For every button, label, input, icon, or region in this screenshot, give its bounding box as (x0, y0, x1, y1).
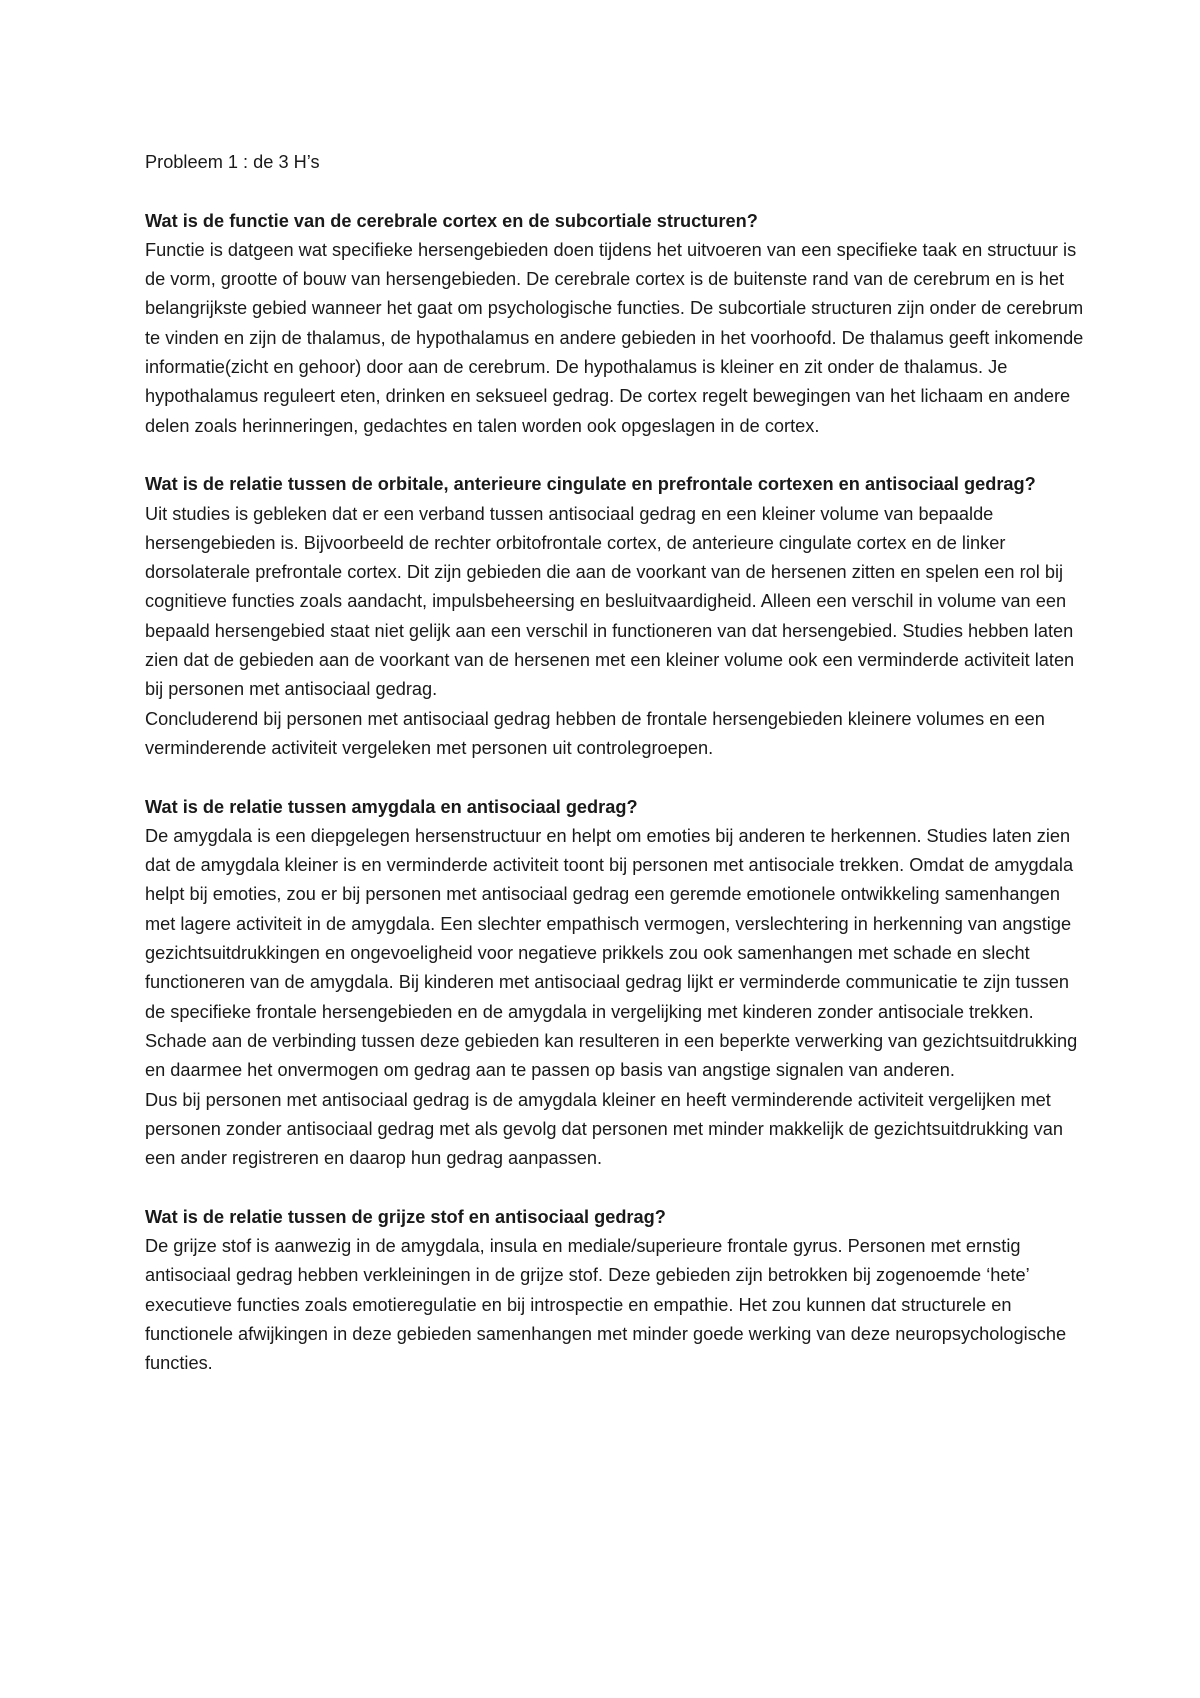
section-question: Wat is de relatie tussen de grijze stof en antisociaal gedrag? (145, 1206, 666, 1227)
section-paragraph: De grijze stof is aanwezig in de amygdala, insula en mediale/superieure frontale gyrus. Personen met ernstig antisociaal gedrag hebben verkleiningen in de grijze stof. Deze gebieden zijn betrokken bij zogenoemde ‘hete’ executieve functies zoals emotieregulatie en bij introspectie en empathie. Het zou kunnen dat structurele en functionele afwijkingen in deze gebieden samenhangen met minder goede werking van deze neuropsychologische functies. (145, 1235, 1067, 1374)
section-paragraph: De amygdala is een diepgelegen hersenstructuur en helpt om emoties bij anderen te herkennen. Studies laten zien dat de amygdala kleiner is en verminderde activiteit toont bij personen met antisociale trekken. Omdat de amygdala helpt bij emoties, zou er bij personen met antisociaal gedrag een geremde emotionele ontwikkeling samenhangen met lagere activiteit in de amygdala. Een slechter empathisch vermogen, verslechtering in herkenning van angstige gezichtsuitdrukkingen en ongevoeligheid voor negatieve prikkels zou ook samenhangen met schade en slecht functioneren van de amygdala. Bij kinderen met antisociaal gedrag lijkt er verminderde communicatie te zijn tussen de specifieke frontale hersengebieden en de amygdala in vergelijking met kinderen zonder antisociale trekken. Schade aan de verbinding tussen deze gebieden kan resulteren in een beperkte verwerking van gezichtsuitdrukking en daarmee het onvermogen om gedrag aan te passen op basis van angstige signalen van anderen. (145, 825, 1078, 1081)
section-paragraph: Uit studies is gebleken dat er een verband tussen antisociaal gedrag en een kleiner volume van bepaalde hersengebieden is. Bijvoorbeeld de rechter orbitofrontale cortex, de anterieure cingulate cortex en de linker dorsolaterale prefrontale cortex. Dit zijn gebieden die aan de voorkant van de hersenen zitten en spelen een rol bij cognitieve functies zoals aandacht, impulsbeheersing en besluitvaardigheid. Alleen een verschil in volume van een bepaald hersengebied staat niet gelijk aan een verschil in functioneren van dat hersengebied. Studies hebben laten zien dat de gebieden aan de voorkant van de hersenen met een kleiner volume ook een verminderde activiteit laten bij personen met antisociaal gedrag. (145, 503, 1075, 700)
document-title: Probleem 1 : de 3 H’s (145, 152, 320, 172)
section-question: Wat is de relatie tussen de orbitale, anterieure cingulate en prefrontale cortexen en antisociaal gedrag? (145, 474, 1036, 495)
section-grey-matter (145, 1203, 1085, 1379)
section-cortex-function (145, 207, 1085, 441)
section-paragraph: Dus bij personen met antisociaal gedrag is de amygdala kleiner en heeft verminderende activiteit vergelijken met personen zonder antisociaal gedrag met als gevolg dat personen met minder makkelijk de gezichtsuitdrukking van een ander registreren en daarop hun gedrag aanpassen. (145, 1089, 1063, 1169)
section-frontal-cortices (145, 470, 1085, 763)
section-paragraph: Concluderend bij personen met antisociaal gedrag hebben de frontale hersengebieden kleinere volumes en een verminderende activiteit vergeleken met personen uit controlegroepen. (145, 708, 1045, 758)
section-question: Wat is de relatie tussen amygdala en antisociaal gedrag? (145, 796, 638, 817)
section-paragraph: Functie is datgeen wat specifieke hersengebieden doen tijdens het uitvoeren van een specifieke taak en structuur is de vorm, grootte of bouw van hersengebieden. De cerebrale cortex is de buitenste rand van de cerebrum en is het belangrijkste gebied wanneer het gaat om psychologische functies. De subcortiale structuren zijn onder de cerebrum te vinden en zijn de thalamus, de hypothalamus en andere gebieden in het voorhoofd. De thalamus geeft inkomende informatie(zicht en gehoor) door aan de cerebrum. De hypothalamus is kleiner en zit onder de thalamus. Je hypothalamus reguleert eten, drinken en seksueel gedrag. De cortex regelt bewegingen van het lichaam en andere delen zoals herinneringen, gedachtes en talen worden ook opgeslagen in de cortex. (145, 239, 1084, 436)
section-question: Wat is de functie van de cerebrale cortex en de subcortiale structuren? (145, 210, 758, 231)
document-page (145, 148, 1085, 1408)
section-amygdala (145, 793, 1085, 1174)
